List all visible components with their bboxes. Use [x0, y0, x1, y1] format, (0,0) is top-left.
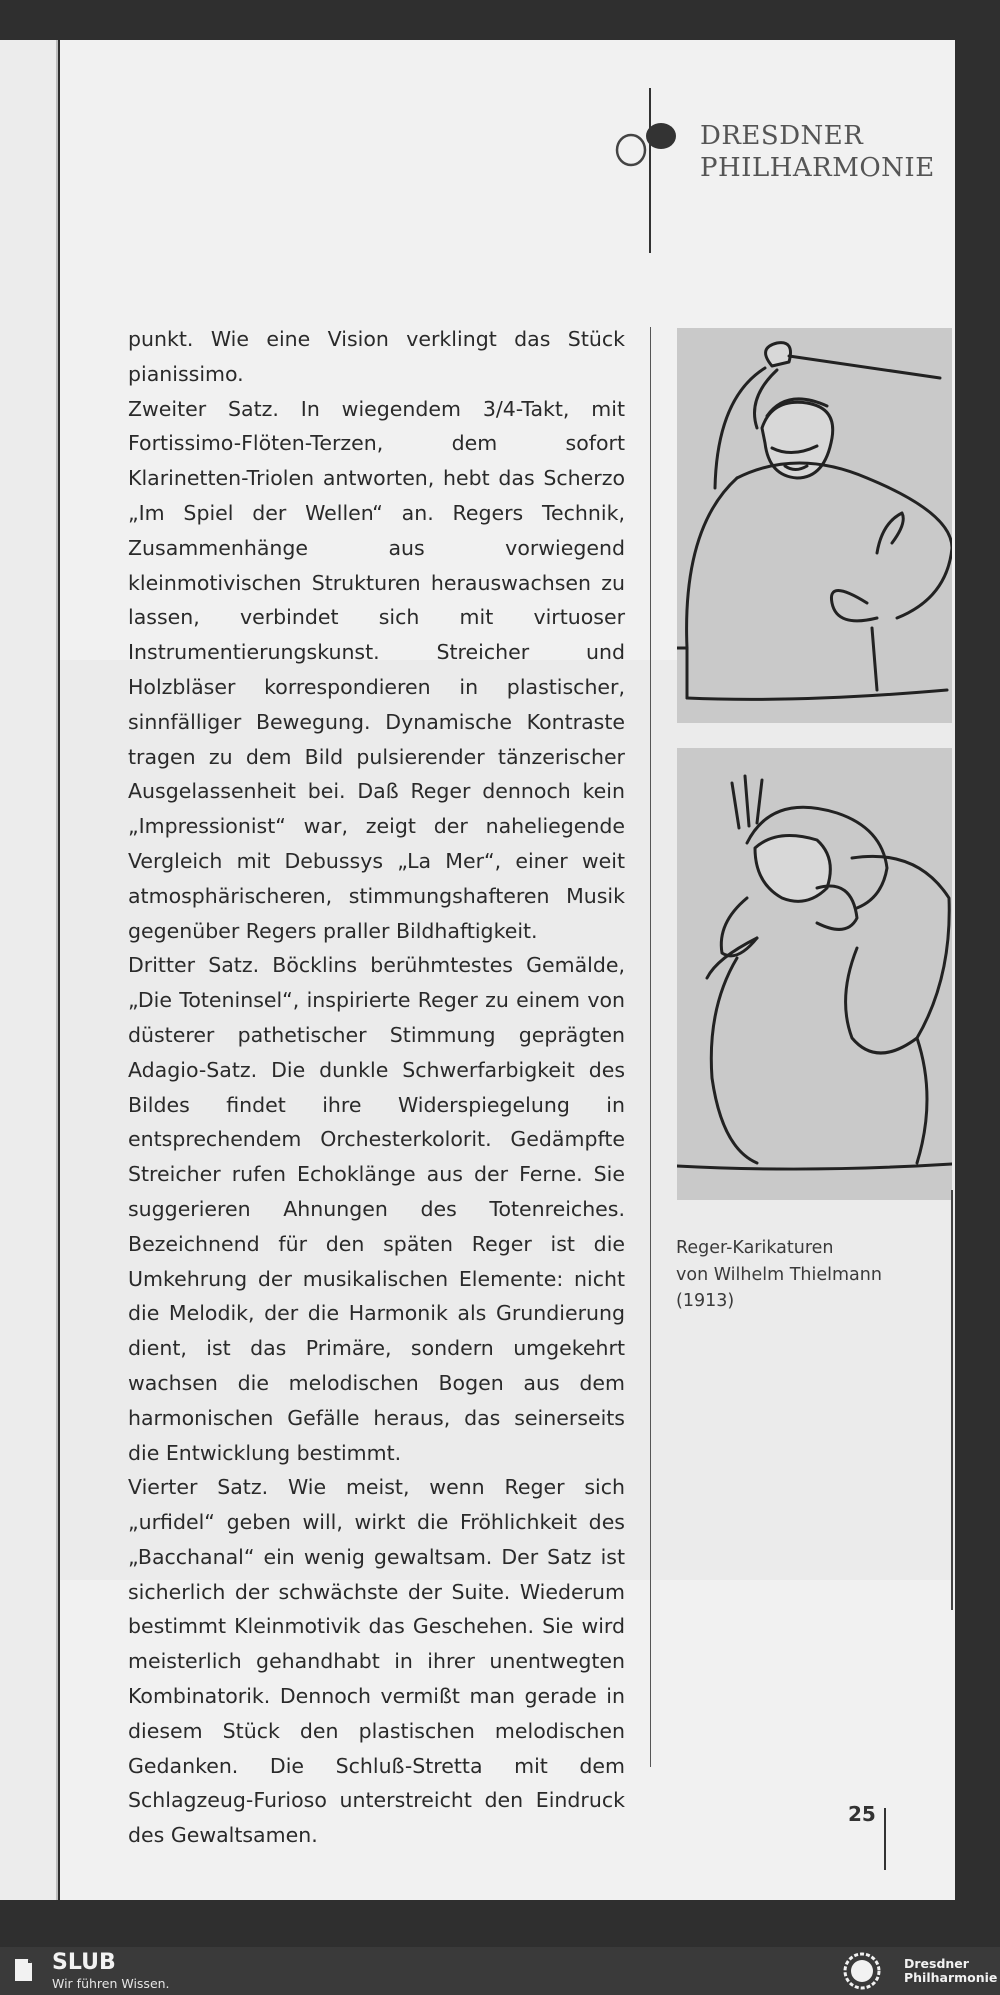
paragraph-1: punkt. Wie eine Vision verklingt das Stück pianissimo.	[128, 327, 625, 386]
page-number-rule	[884, 1808, 886, 1870]
caption-line-3: (1913)	[676, 1291, 735, 1311]
brand-line-2: PHILHARMONIE	[700, 153, 935, 183]
adjacent-page-edge	[0, 40, 58, 1900]
page-number: 25	[848, 1802, 876, 1826]
column-divider	[650, 327, 651, 1767]
partner-line-2: Philharmonie	[904, 1970, 998, 1985]
article-text-column	[128, 322, 625, 1853]
caption-line-2: von Wilhelm Thielmann	[676, 1264, 882, 1285]
caption-line-1: Reger-Karikaturen	[676, 1238, 834, 1258]
caricature-hands-on-face-image	[677, 748, 952, 1200]
paragraph-2: Zweiter Satz. In wiegendem 3/4-Takt, mit Fortissimo-Flöten-Terzen, dem sofort Klarinetten-Triolen antworten, hebt das Scherzo „Im Spiel der Wellen“ an. Regers Technik, Zusammenhänge aus vorwiegend kleinmotivischen Strukturen herauswachsen zu lassen, verbindet sich mit virtuoser Instrumentierungskunst. Streicher und Holzbläser korrespondieren in plastischer, sinnfälliger Bewegung. Dynamische Kontraste tragen zu dem Bild pulsierender tänzerischer Ausgelassenheit bei. Daß Reger dennoch kein „Impressionist“ war, zeigt der naheliegende Vergleich mit Debussys „La Mer“, einer weit atmosphärischeren, stimmungshafteren Musik gegenüber Regers praller Bildhaftigkeit.	[128, 396, 625, 943]
paragraph-4: Vierter Satz. Wie meist, wenn Reger sich „urfidel“ geben will, wirkt die Fröhlichkeit des „Bacchanal“ ein wenig gewaltsam. Der Satz ist sicherlich der schwächste der Suite. Wiederum bestimmt Kleinmotivik das Geschehen. Sie wird meisterlich gehandhabt in ihrer unentwegten Kombinatorik. Dennoch vermißt man gerade in diesem Stück den plastischen melodischen Gedanken. Die Schluß-Stretta mit dem Schlagzeug-Furioso unterstreicht den Eindruck des Gewaltsamen.	[128, 1475, 625, 1848]
dresdner-philharmonie-logo-icon[interactable]	[842, 1951, 882, 1991]
partner-name[interactable]	[904, 1957, 997, 1985]
caricature-conducting-image	[677, 328, 952, 723]
conductor-caricature-drawing	[677, 328, 952, 723]
partner-line-1: Dresdner	[904, 1956, 969, 1971]
dresdner-philharmonie-header-logo	[606, 88, 935, 258]
header-brand-text	[700, 120, 935, 184]
pensive-caricature-drawing	[677, 748, 952, 1200]
paragraph-3: Dritter Satz. Böcklins berühmtestes Gemälde, „Die Toteninsel“, inspirierte Reger zu einem von düsterer pathetischer Stimmung geprägten Adagio-Satz. Die dunkle Schwerfarbigkeit des Bildes findet ihre Widerspiegelung in entsprechendem Orchesterkolorit. Gedämpfte Streicher rufen Echoklänge aus der Ferne. Sie suggerieren Ahnungen des Totenreiches. Bezeichnend für den späten Reger ist die Umkehrung der musikalischen Elemente: nicht die Melodik, der die Harmonik als Grundierung dient, ist das Primäre, sondern umgekehrt wachsen die melodischen Bogen aus dem harmonischen Gefälle heraus, das seinerseits die Entwicklung bestimmt.	[128, 953, 625, 1465]
library-slogan: Wir führen Wissen.	[52, 1976, 170, 1991]
brand-line-1: DRESDNER	[700, 121, 864, 151]
dp-monogram-icon	[606, 118, 686, 178]
slub-logo-icon[interactable]	[12, 1957, 34, 1983]
page-right-rule	[951, 1190, 953, 1610]
illustration-caption	[676, 1235, 946, 1315]
library-name[interactable]: SLUB	[52, 1950, 116, 1975]
viewer-footer-bar	[0, 1947, 1000, 1995]
